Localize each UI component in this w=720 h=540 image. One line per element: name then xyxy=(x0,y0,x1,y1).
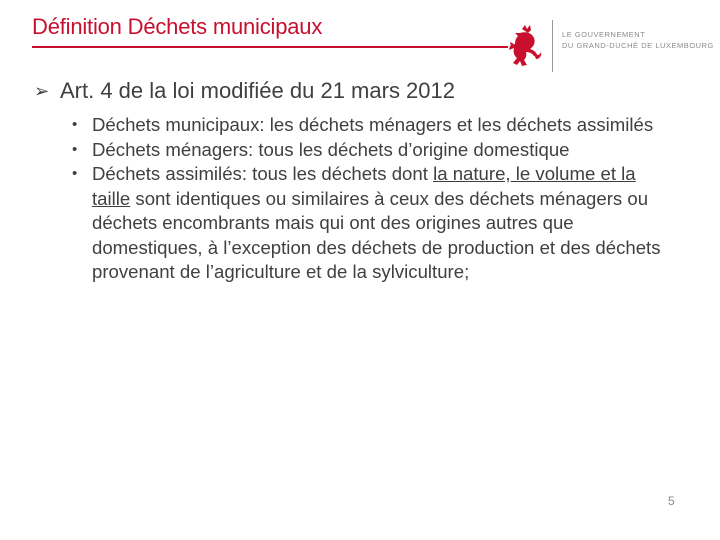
luxembourg-lion-icon xyxy=(508,24,544,70)
logo-divider xyxy=(552,20,553,72)
list-item xyxy=(72,113,672,138)
bullet-text: Déchets municipaux: les déchets ménagers et les déchets assimilés xyxy=(92,114,654,135)
bullet-icon: • xyxy=(72,165,78,182)
bullet-text: Déchets ménagers: tous les déchets d’origine domestique xyxy=(92,138,570,160)
title-underline xyxy=(32,46,508,48)
list-item xyxy=(72,138,672,163)
main-point-text: Art. 4 de la loi modifiée du 21 mars 2012 xyxy=(60,78,456,103)
arrow-bullet-icon: ➢ xyxy=(34,81,50,101)
slide-title: Définition Déchets municipaux xyxy=(32,14,323,39)
definition-list xyxy=(72,113,672,285)
page-number: 5 xyxy=(668,494,675,508)
bullet-text-underlined: la nature, le volume et la taille xyxy=(92,163,636,209)
bullet-icon: • xyxy=(72,116,78,133)
logo-text-line2: DU GRAND-DUCHÉ DE LUXEMBOURG xyxy=(562,41,714,50)
bullet-icon: • xyxy=(72,140,78,158)
list-item xyxy=(72,162,672,285)
government-logo xyxy=(508,20,714,74)
bullet-text-prefix: Déchets assimilés: tous les déchets dont xyxy=(92,163,434,184)
main-point xyxy=(34,78,455,104)
bullet-text-suffix: sont identiques ou similaires à ceux des déchets ménagers ou déchets encombrants mais qui ont des origines autres que domestiques, à l’exception des déchets de production et des déchets provenant de l’agriculture et de la sylviculture; xyxy=(92,187,661,282)
logo-text-line1: LE GOUVERNEMENT xyxy=(562,30,646,39)
